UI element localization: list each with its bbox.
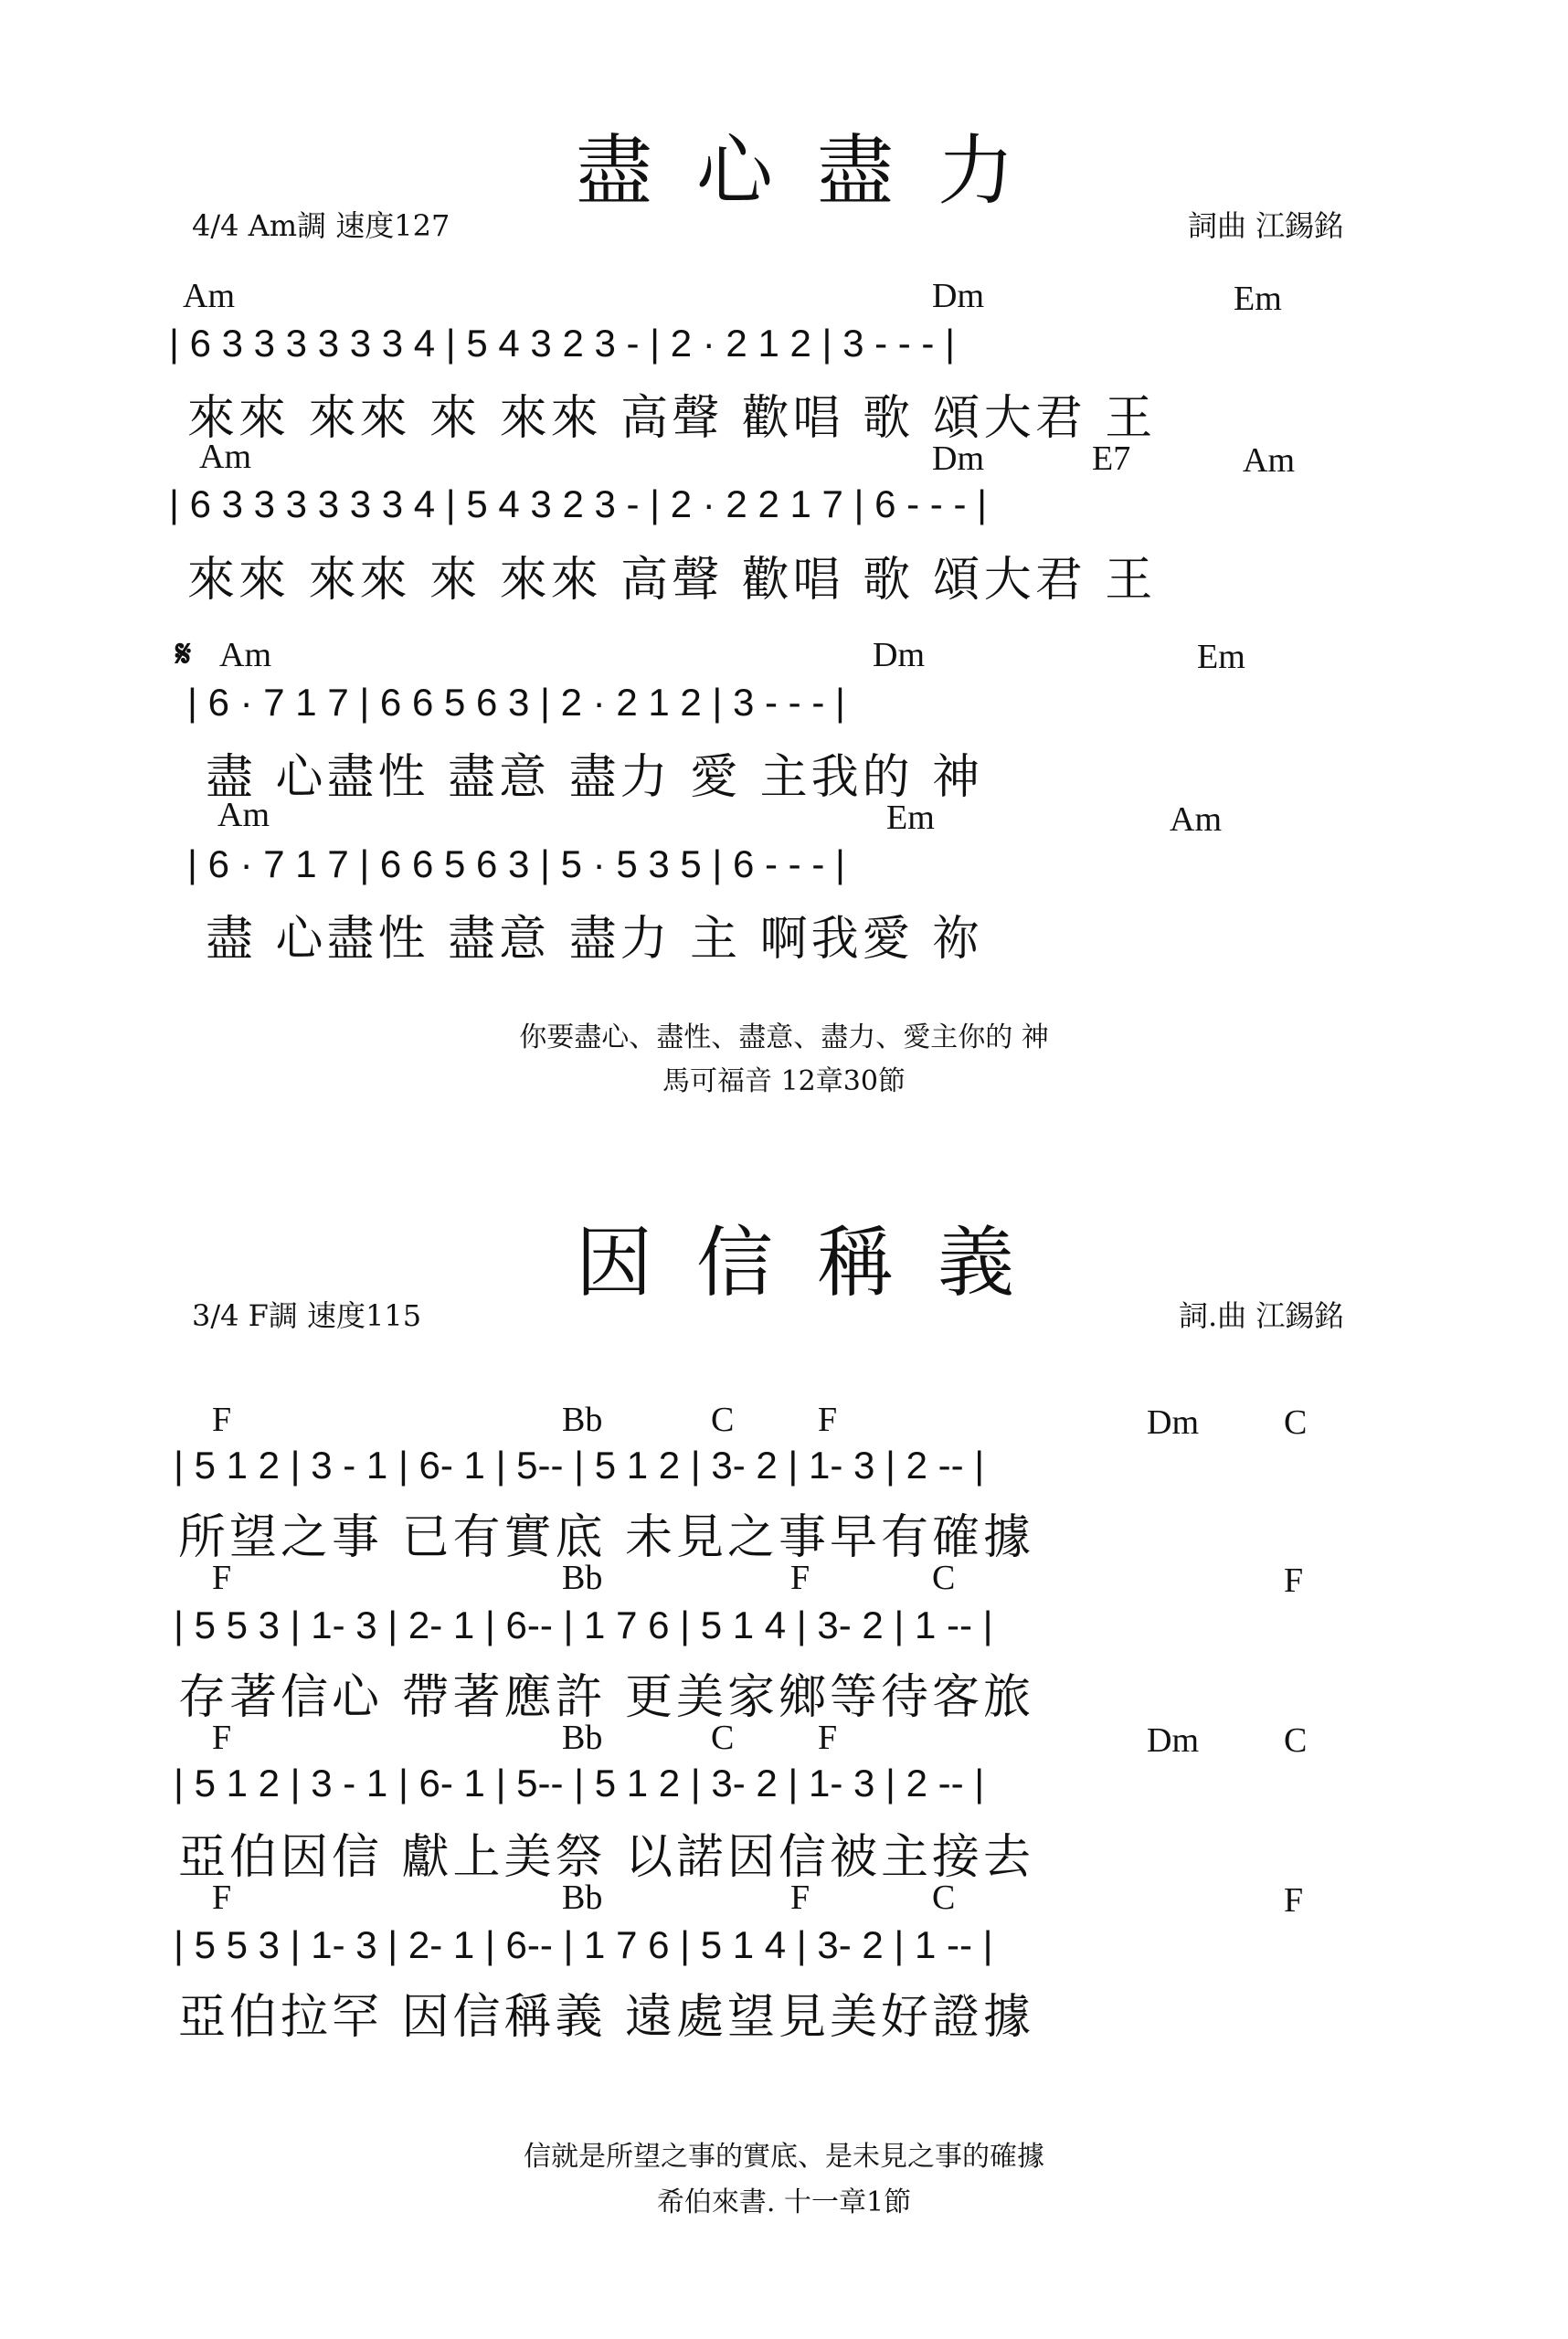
lyrics-line: 盡 心盡性 盡意 盡力 主 啊我愛 祢: [206, 912, 984, 967]
chord: F: [1284, 1561, 1304, 1600]
song-info: 3/4 F調 速度115: [192, 1298, 422, 1333]
notation-line: | 6 · 7 1 7 | 6 6 5 6 3 | 5 · 5 3 5 | 6 - - - |: [187, 842, 845, 885]
chord: F: [212, 1559, 232, 1597]
chord: F: [818, 1401, 838, 1439]
chord: Dm: [932, 277, 984, 315]
scripture-verse: 你要盡心、盡性、盡意、盡力、愛主你的 神: [519, 1021, 1049, 1053]
chord: F: [212, 1719, 232, 1757]
lyrics-line: 來來 來來 來 來來 高聲 歡唱 歌 頌大君 王: [187, 553, 1157, 608]
notation-line: | 6 3 3 3 3 3 3 4 | 5 4 3 2 3 - | 2 · 2 2 1 7 | 6 - - - |: [169, 482, 988, 525]
notation-line: | 6 · 7 1 7 | 6 6 5 6 3 | 2 · 2 1 2 | 3 - - - |: [187, 681, 845, 724]
chord: Bb: [562, 1719, 603, 1757]
scripture-reference: 希伯來書. 十一章1節: [656, 2186, 912, 2218]
chord: Am: [1170, 800, 1222, 839]
lyrics-line: 所望之事 已有實底 未見之事早有確據: [178, 1510, 1035, 1565]
scripture-reference: 馬可福音 12章30節: [662, 1065, 906, 1097]
chord: Em: [1234, 280, 1282, 318]
chord: Am: [199, 438, 251, 476]
chord: C: [711, 1401, 735, 1439]
lyrics-line: 盡 心盡性 盡意 盡力 愛 主我的 神: [206, 750, 984, 805]
chord: E7: [1092, 439, 1131, 478]
chord: F: [1284, 1881, 1304, 1920]
chord: F: [212, 1879, 232, 1917]
chord: Am: [183, 277, 235, 315]
chord: C: [1284, 1403, 1308, 1442]
chord: Em: [886, 799, 935, 837]
lyrics-line: 亞伯拉罕 因信稱義 遠處望見美好證據: [178, 1990, 1035, 2045]
song-title: 因信稱義: [576, 1218, 1059, 1307]
song-title: 盡心盡力: [576, 126, 1059, 216]
chord: Dm: [1147, 1721, 1199, 1760]
notation-line: | 5 1 2 | 3 - 1 | 6- 1 | 5-- | 5 1 2 | 3- 2 | 1- 3 | 2 -- |: [174, 1444, 985, 1487]
chord: F: [790, 1879, 810, 1917]
chord: F: [790, 1559, 810, 1597]
chord: F: [818, 1719, 838, 1757]
notation-line: | 5 5 3 | 1- 3 | 2- 1 | 6-- | 1 7 6 | 5 1 4 | 3- 2 | 1 -- |: [174, 1923, 993, 1966]
notation-line: | 6 3 3 3 3 3 3 4 | 5 4 3 2 3 - | 2 · 2 1 2 | 3 - - - |: [169, 322, 955, 365]
chord: Bb: [562, 1559, 603, 1597]
segno-icon: 𝄋: [175, 632, 192, 675]
chord: Am: [219, 636, 271, 674]
chord: C: [932, 1879, 956, 1917]
notation-line: | 5 5 3 | 1- 3 | 2- 1 | 6-- | 1 7 6 | 5 1 4 | 3- 2 | 1 -- |: [174, 1603, 993, 1646]
lyrics-line: 來來 來來 來 來來 高聲 歡唱 歌 頌大君 王: [187, 391, 1157, 446]
lyrics-line: 亞伯因信 獻上美祭 以諾因信被主接去: [178, 1830, 1035, 1885]
song-info: 4/4 Am調 速度127: [192, 208, 450, 243]
chord: C: [1284, 1721, 1308, 1760]
song-credit: 詞曲 江錫銘: [1188, 208, 1344, 243]
chord: Am: [217, 796, 270, 834]
scripture-verse: 信就是所望之事的實底、是未見之事的確據: [524, 2141, 1044, 2173]
chord: Em: [1197, 638, 1245, 676]
chord: C: [711, 1719, 735, 1757]
chord: F: [212, 1401, 232, 1439]
chord: Dm: [1147, 1403, 1199, 1442]
chord: Dm: [932, 439, 984, 478]
chord: Am: [1243, 441, 1295, 480]
chord: Bb: [562, 1401, 603, 1439]
notation-line: | 5 1 2 | 3 - 1 | 6- 1 | 5-- | 5 1 2 | 3- 2 | 1- 3 | 2 -- |: [174, 1762, 985, 1805]
chord: C: [932, 1559, 956, 1597]
song-credit: 詞.曲 江錫銘: [1179, 1298, 1344, 1333]
chord: Dm: [873, 636, 925, 674]
lyrics-line: 存著信心 帶著應許 更美家鄉等待客旅: [178, 1670, 1035, 1725]
chord: Bb: [562, 1879, 603, 1917]
